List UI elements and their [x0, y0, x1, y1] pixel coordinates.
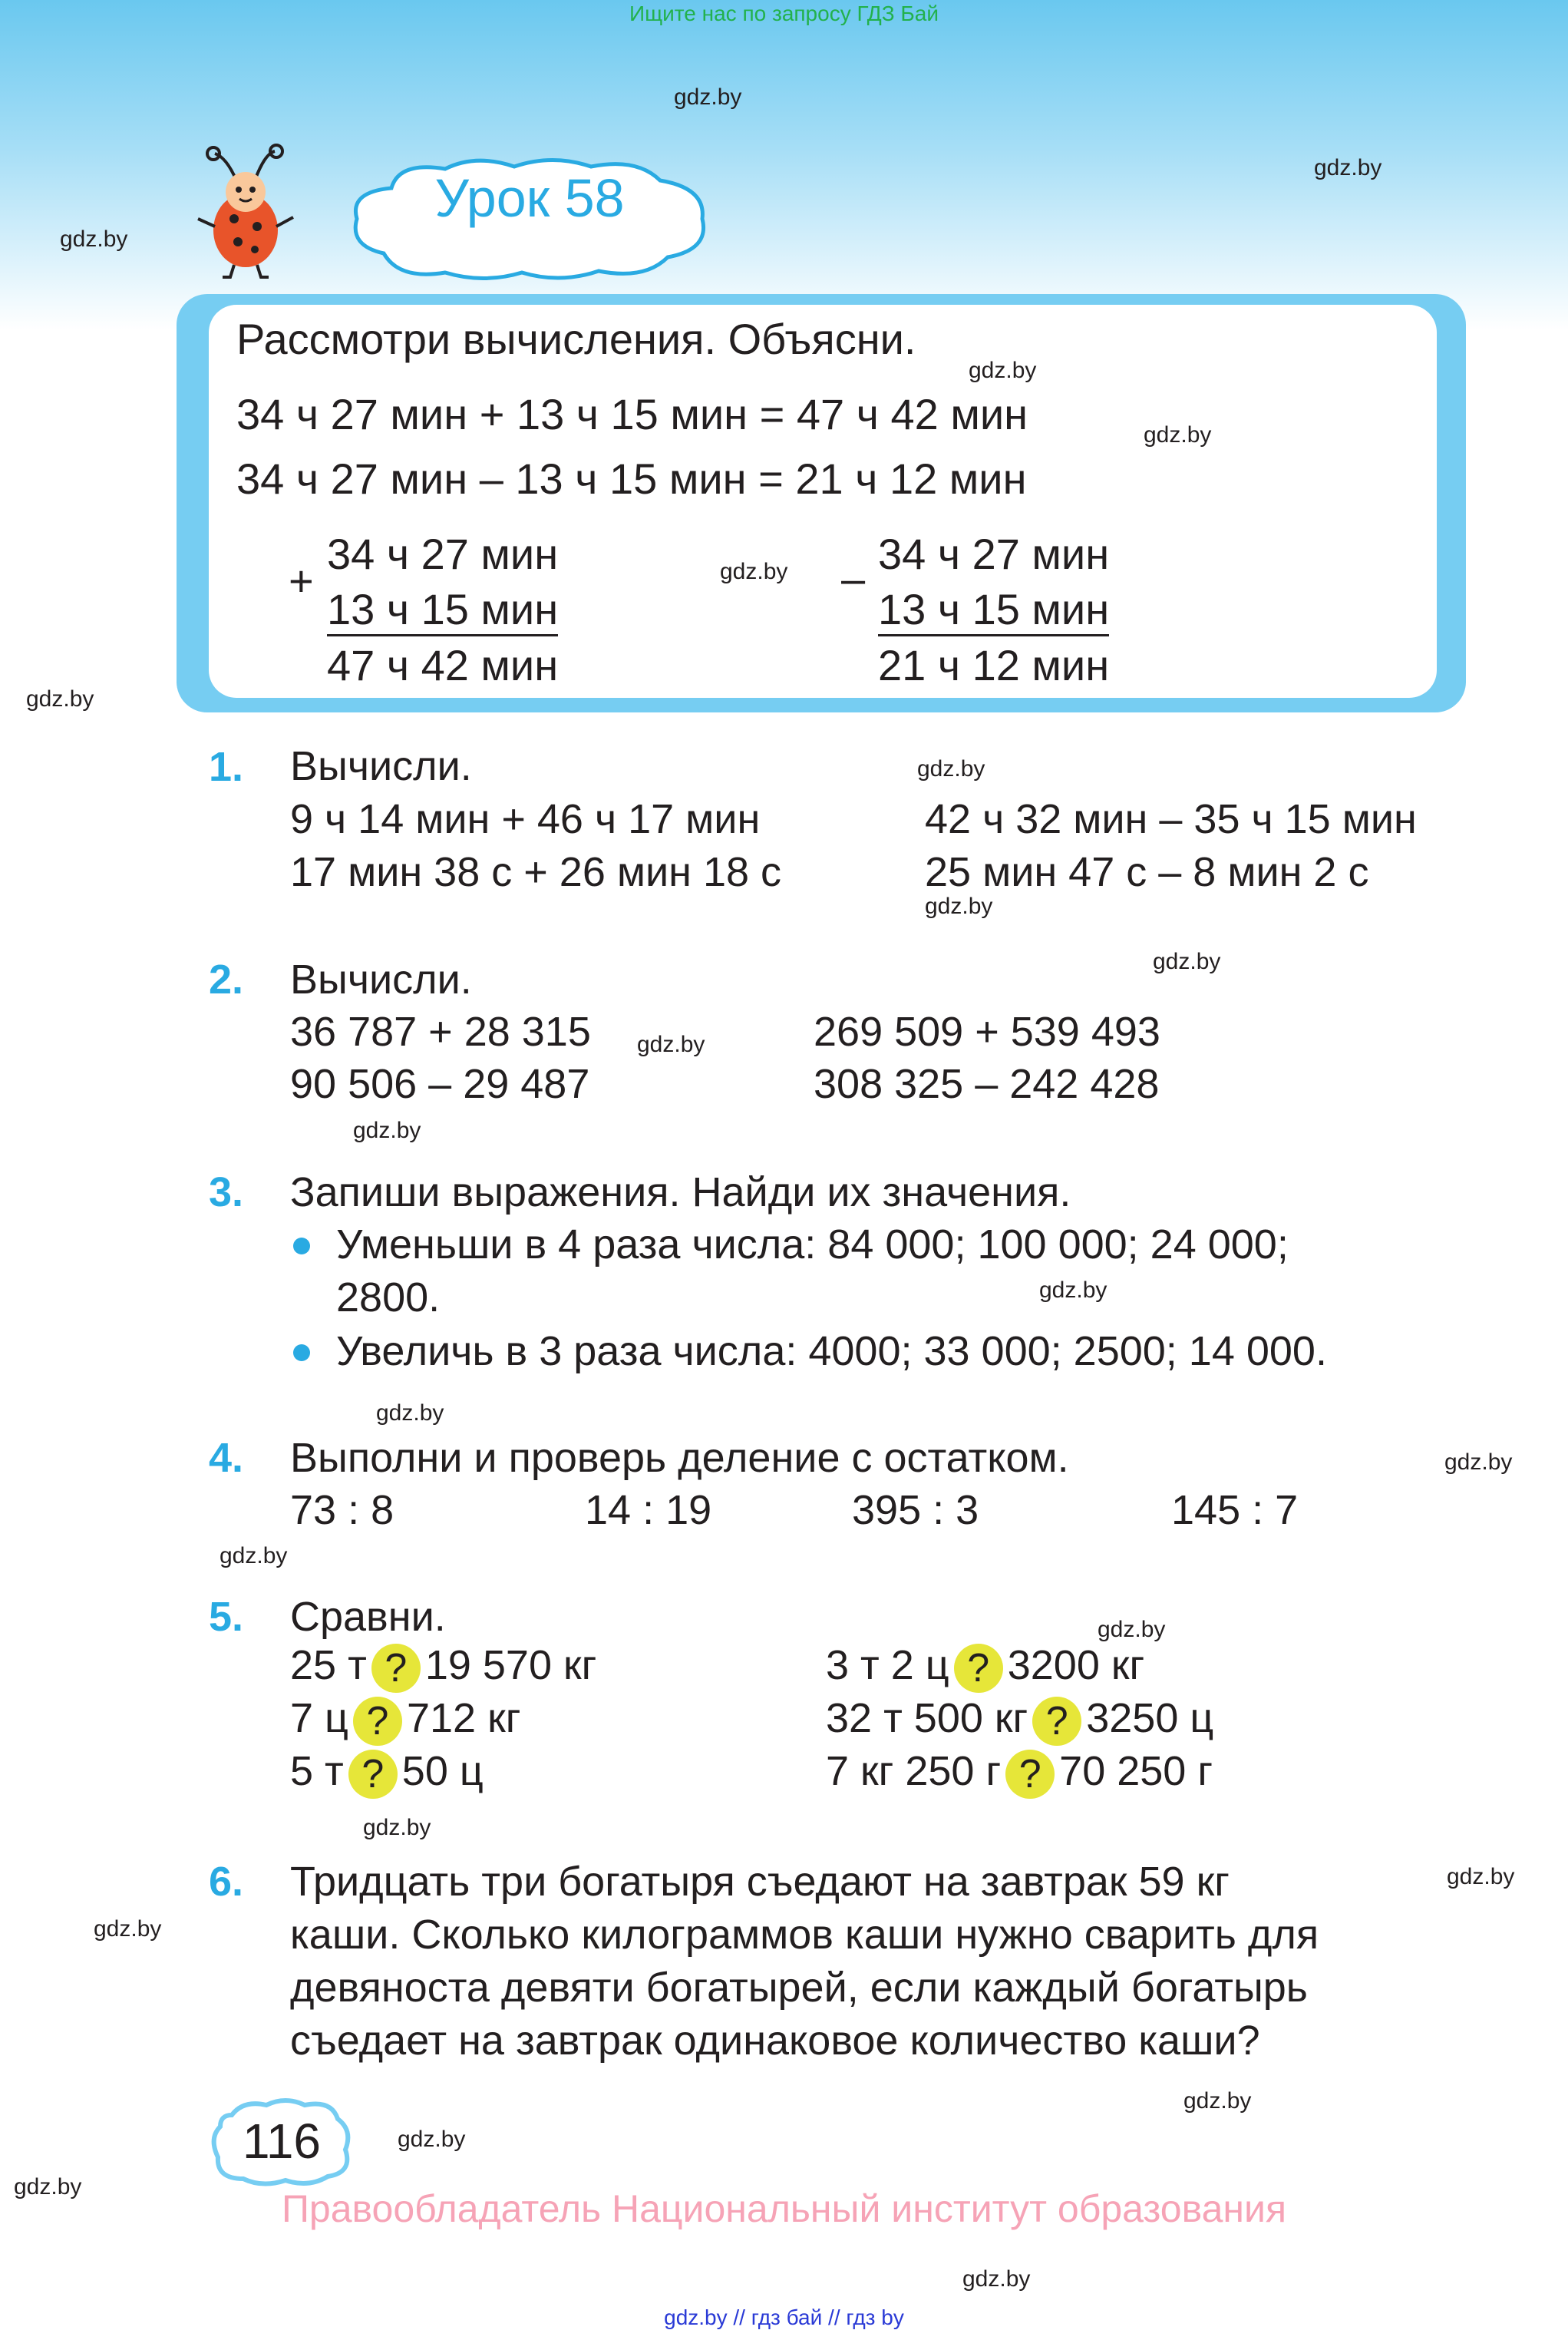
task-6-number: 6.: [209, 1859, 244, 1905]
compare-row: [290, 1641, 596, 1693]
lesson-title: Урок 58: [434, 168, 625, 228]
task-3-bullet-1-line-2: 2800.: [336, 1274, 441, 1320]
compare-right: 3250 ц: [1086, 1695, 1214, 1741]
column-add-sign: +: [289, 557, 314, 605]
column-sub-a: 34 ч 27 мин: [878, 530, 1110, 578]
task-1-left-1: 9 ч 14 мин + 46 ч 17 мин: [290, 796, 761, 842]
watermark: gdz.by: [220, 1543, 288, 1568]
task-3-bullet-2: Увеличь в 3 раза числа: 4000; 33 000; 2500; 14 000.: [336, 1328, 1327, 1374]
watermark: gdz.by: [1153, 949, 1221, 974]
task-4-number: 4.: [209, 1435, 244, 1481]
example-heading: Рассмотри вычисления. Объясни.: [236, 315, 916, 363]
compare-row: [290, 1747, 484, 1799]
compare-row: [826, 1694, 1213, 1746]
copyright-notice: Правообладатель Национальный институт образования: [281, 2187, 1287, 2230]
task-3-number: 3.: [209, 1169, 244, 1215]
watermark: gdz.by: [1098, 1617, 1166, 1642]
column-sub-sign: –: [841, 554, 866, 603]
task-2-title: Вычисли.: [290, 957, 472, 1003]
question-circle-icon[interactable]: ?: [371, 1644, 421, 1693]
watermark: gdz.by: [1447, 1864, 1515, 1889]
compare-left: 3 т 2 ц: [826, 1642, 949, 1688]
column-add-b: 13 ч 15 мин: [327, 585, 558, 636]
column-sub-b: 13 ч 15 мин: [878, 585, 1109, 636]
watermark: gdz.by: [1144, 422, 1212, 448]
task-4-item-3: 395 : 3: [852, 1487, 979, 1533]
column-sub-result: 21 ч 12 мин: [878, 641, 1110, 689]
task-6-line-1: Тридцать три богатыря съедают на завтрак 59 кг: [290, 1859, 1230, 1905]
task-2-left-2: 90 506 – 29 487: [290, 1061, 590, 1107]
task-6-line-3: девяноста девяти богатырей, если каждый богатырь: [290, 1965, 1308, 2011]
compare-left: 7 ц: [290, 1695, 348, 1741]
task-6-line-2: каши. Сколько килограммов каши нужно сварить для: [290, 1912, 1319, 1958]
bullet-icon: [293, 1238, 310, 1254]
task-2-left-1: 36 787 + 28 315: [290, 1009, 591, 1055]
watermark: gdz.by: [1039, 1277, 1108, 1303]
task-1-title: Вычисли.: [290, 743, 472, 789]
example-line-sum: 34 ч 27 мин + 13 ч 15 мин = 47 ч 42 мин: [236, 390, 1028, 438]
question-circle-icon[interactable]: ?: [1005, 1750, 1055, 1799]
task-4-title: Выполни и проверь деление с остатком.: [290, 1435, 1069, 1481]
watermark: gdz.by: [60, 226, 128, 252]
task-2-number: 2.: [209, 957, 244, 1003]
watermark: gdz.by: [925, 894, 993, 919]
watermark: gdz.by: [1183, 2088, 1252, 2114]
task-4-item-1: 73 : 8: [290, 1487, 394, 1533]
watermark: gdz.by: [26, 686, 94, 712]
task-2-right-1: 269 509 + 539 493: [814, 1009, 1160, 1055]
task-1-left-2: 17 мин 38 с + 26 мин 18 с: [290, 849, 782, 895]
watermark: gdz.by: [1314, 155, 1382, 180]
compare-right: 50 ц: [401, 1748, 484, 1794]
compare-left: 32 т 500 кг: [826, 1695, 1028, 1741]
watermark: gdz.by: [1444, 1449, 1513, 1475]
compare-row: [826, 1747, 1213, 1799]
task-5-number: 5.: [209, 1594, 244, 1640]
example-line-diff: 34 ч 27 мин – 13 ч 15 мин = 21 ч 12 мин: [236, 454, 1027, 503]
watermark: gdz.by: [674, 84, 742, 110]
compare-right: 3200 кг: [1007, 1642, 1145, 1688]
question-circle-icon[interactable]: ?: [348, 1750, 398, 1799]
compare-right: 712 кг: [406, 1695, 521, 1741]
compare-right: 19 570 кг: [424, 1642, 597, 1688]
question-circle-icon[interactable]: ?: [353, 1697, 402, 1746]
watermark: gdz.by: [363, 1815, 431, 1840]
task-2-right-2: 308 325 – 242 428: [814, 1061, 1160, 1107]
bullet-icon: [293, 1344, 310, 1361]
question-circle-icon[interactable]: ?: [1032, 1697, 1081, 1746]
task-6-line-4: съедает на завтрак одинаковое количество каши?: [290, 2018, 1260, 2064]
task-3-bullet-1-line-1: Уменьши в 4 раза числа: 84 000; 100 000; 24 000;: [336, 1221, 1289, 1268]
column-add-a: 34 ч 27 мин: [327, 530, 559, 578]
task-5-title: Сравни.: [290, 1594, 446, 1640]
compare-left: 5 т: [290, 1748, 344, 1794]
compare-row: [290, 1694, 520, 1746]
task-1-right-1: 42 ч 32 мин – 35 ч 15 мин: [925, 796, 1417, 842]
task-1-number: 1.: [209, 744, 244, 790]
compare-row: [826, 1641, 1144, 1693]
compare-left: 7 кг 250 г: [826, 1748, 1002, 1794]
watermark: gdz.by: [398, 2127, 466, 2152]
compare-right: 70 250 г: [1059, 1748, 1213, 1794]
task-4-item-4: 145 : 7: [1171, 1487, 1299, 1533]
watermark: gdz.by: [14, 2174, 82, 2200]
watermark: gdz.by: [637, 1032, 705, 1057]
task-3-title: Запиши выражения. Найди их значения.: [290, 1169, 1071, 1215]
task-1-right-2: 25 мин 47 с – 8 мин 2 с: [925, 849, 1369, 895]
watermark: gdz.by: [353, 1118, 421, 1143]
footer-links[interactable]: gdz.by // гдз бай // гдз by: [664, 2305, 904, 2329]
page-number: 116: [242, 2114, 322, 2169]
watermark: gdz.by: [94, 1916, 162, 1942]
top-note: Ищите нас по запросу ГДЗ Бай: [629, 2, 939, 25]
ladybug-mascot: [192, 142, 299, 280]
question-circle-icon[interactable]: ?: [954, 1644, 1003, 1693]
watermark: gdz.by: [962, 2266, 1031, 2292]
column-add-result: 47 ч 42 мин: [327, 641, 559, 689]
watermark: gdz.by: [720, 559, 788, 584]
watermark: gdz.by: [376, 1400, 444, 1426]
compare-left: 25 т: [290, 1642, 367, 1688]
task-4-item-2: 14 : 19: [585, 1487, 712, 1533]
watermark: gdz.by: [969, 358, 1037, 383]
watermark: gdz.by: [917, 756, 985, 782]
